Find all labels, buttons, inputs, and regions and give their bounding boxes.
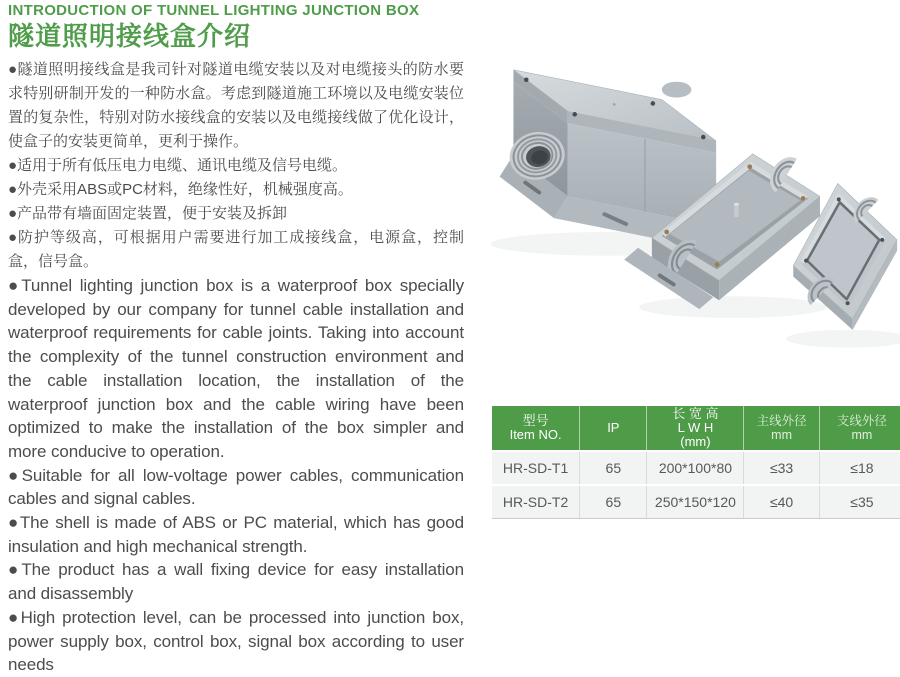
col-ip-label: IP bbox=[607, 420, 620, 435]
description-column bbox=[8, 58, 464, 677]
shadow bbox=[786, 330, 900, 348]
col-branch-od-zh: 支线外径 bbox=[836, 414, 887, 428]
spec-table-header bbox=[492, 406, 900, 451]
intro-en-bullet: ●Suitable for all low-voltage power cables, communication cables and signal cables. bbox=[8, 465, 464, 509]
col-lwh-unit: (mm) bbox=[680, 434, 711, 449]
cell-main-od: ≤33 bbox=[744, 451, 819, 485]
junction-box-product-photo bbox=[464, 58, 900, 406]
col-item-no-zh: 型号 bbox=[522, 413, 549, 428]
col-lwh-en: L W H bbox=[677, 420, 714, 435]
col-branch-od-unit: mm bbox=[851, 428, 873, 442]
media-column bbox=[464, 58, 900, 677]
intro-en-bullet: ●High protection level, can be processed into junction box, power supply box, control box, signal box according to user needs bbox=[8, 607, 464, 675]
intro-zh-bullet: ●外壳采用ABS或PC材料，绝缘性好，机械强度高。 bbox=[8, 181, 353, 198]
cell-main-od: ≤40 bbox=[744, 485, 819, 519]
spec-row bbox=[492, 485, 900, 519]
cell-item-no: HR-SD-T1 bbox=[492, 451, 580, 485]
intro-zh-bullet: ●防护等级高，可根据用户需要进行加工成接线盒，电源盒，控制盒，信号盒。 bbox=[8, 229, 464, 270]
col-header-ip bbox=[580, 406, 647, 451]
cell-item-no: HR-SD-T2 bbox=[492, 485, 580, 519]
junction-box-illustration bbox=[464, 58, 900, 404]
cell-branch-od: ≤18 bbox=[819, 451, 900, 485]
col-lwh-zh: 长 宽 高 bbox=[672, 406, 719, 421]
intro-en-bullet: ●Tunnel lighting junction box is a waterproof box specially developed by our company for tunnel cable installation and waterproof requirements for cable joints. Taking into account the complexity of the tunnel construction environment and the cable installation location, the installation of the waterproof junction box and the cable wiring have been optimized to make the installation of the box simpler and more conducive to operation. bbox=[8, 276, 464, 461]
cell-ip: 65 bbox=[580, 485, 647, 519]
cell-ip: 65 bbox=[580, 451, 647, 485]
intro-en-bullet: ●The product has a wall fixing device for easy installation and disassembly bbox=[8, 560, 464, 604]
intro-en-bullet: ●The shell is made of ABS or PC material, which has good insulation and high mechanical strength. bbox=[8, 513, 464, 556]
page-header bbox=[8, 3, 900, 51]
col-main-od-unit: mm bbox=[771, 428, 792, 442]
col-item-no-en: Item NO. bbox=[509, 427, 562, 442]
intro-zh-bullet: ●适用于所有低压电力电缆、通讯电缆及信号电缆。 bbox=[8, 157, 348, 174]
spec-row bbox=[492, 451, 900, 485]
cell-lwh: 250*150*120 bbox=[647, 485, 744, 519]
cell-lwh: 200*100*80 bbox=[647, 451, 744, 485]
shadow bbox=[639, 296, 827, 318]
col-header-item-no bbox=[492, 406, 580, 451]
content bbox=[8, 58, 900, 677]
col-main-od-zh: 主线外径 bbox=[756, 414, 807, 428]
col-header-branch-od bbox=[819, 406, 900, 451]
page-title-en: INTRODUCTION OF TUNNEL LIGHTING JUNCTION BOX bbox=[8, 2, 420, 19]
intro-zh-bullet: ●产品带有墙面固定装置，便于安装及拆卸 bbox=[8, 205, 288, 222]
cell-branch-od: ≤35 bbox=[819, 485, 900, 519]
page-title-zh: 隧道照明接线盒介绍 bbox=[8, 21, 252, 51]
spec-table bbox=[492, 406, 900, 519]
col-header-main-od bbox=[744, 406, 819, 451]
intro-zh-bullet: ●隧道照明接线盒是我司针对隧道电缆安装以及对电缆接头的防水要求特别研制开发的一种防水盒。考虑到隧道施工环境以及电缆安装位置的复杂性，特别对防水接线盒的安装以及电缆接线做了优化设计，使盒子的安装更简单，更利于操作。 bbox=[8, 61, 464, 150]
col-header-lwh bbox=[647, 406, 744, 451]
